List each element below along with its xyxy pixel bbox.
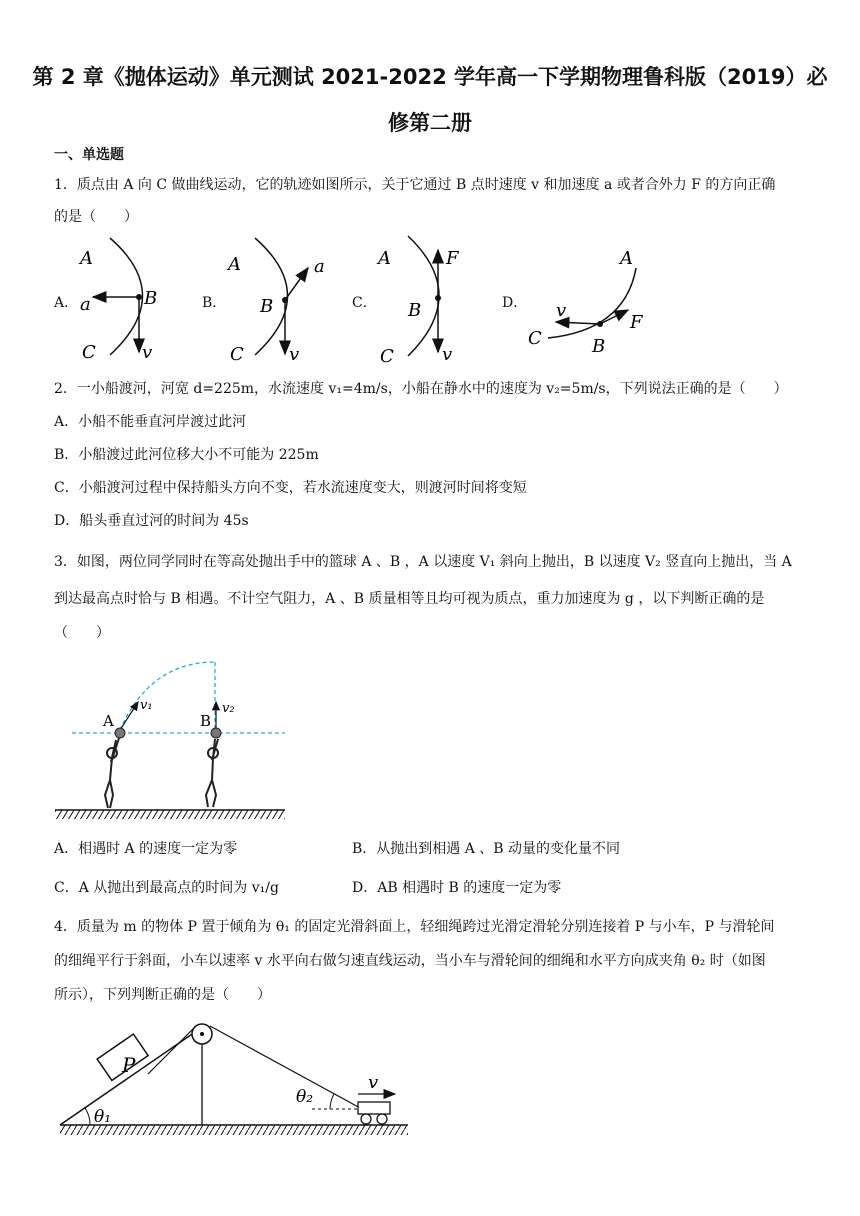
- q1d-label-c: C: [528, 328, 542, 349]
- q3-label-a: A: [103, 712, 114, 730]
- q3-option-c: C．A 从抛出到最高点的时间为 v₁/g: [54, 880, 279, 896]
- q1b-label-c: C: [230, 344, 244, 365]
- q1a-label-a-vector: a: [80, 294, 91, 315]
- q1a-label-v: v: [142, 342, 153, 363]
- q1-figure-c: [376, 236, 460, 367]
- q3-stem-line1: 3．如图，两位同学同时在等高处抛出手中的篮球 A 、B ，A 以速度 V₁ 斜向上抛出，B 以速度 V₂ 竖直向上抛出，当 A: [54, 554, 792, 570]
- q4-figure: [50, 1010, 420, 1145]
- q1c-label-b: B: [408, 300, 422, 321]
- q4-stem-line1: 4．质量为 m 的物体 P 置于倾角为 θ₁ 的固定光滑斜面上，轻细绳跨过光滑定滑轮分别连接着 P 与小车，P 与滑轮间: [54, 919, 775, 935]
- q1b-label-a: A: [228, 254, 241, 275]
- q3-stem-line2: 到达最高点时恰与 B 相遇。不计空气阻力，A 、B 质量相等且均可视为质点，重力加速度为 g ，以下判断正确的是: [54, 591, 765, 607]
- q2-option-a: A．小船不能垂直河岸渡过此河: [54, 414, 247, 430]
- q1b-label-v: v: [289, 344, 300, 365]
- q4-label-theta2: θ₂: [296, 1087, 314, 1107]
- q4-label-theta1: θ₁: [94, 1107, 112, 1127]
- q1a-label-c: C: [82, 342, 96, 363]
- q3-label-v2: v₂: [222, 701, 235, 716]
- q1c-label-f: F: [446, 248, 459, 269]
- q2-option-c: C．小船渡河过程中保持船头方向不变，若水流速度变大，则渡河时间将变短: [54, 480, 527, 496]
- q3-label-b: B: [200, 712, 212, 730]
- q1-stem-line1: 1．质点由 A 向 C 做曲线运动，它的轨迹如图所示，关于它通过 B 点时速度 v 和加速度 a 或者合外力 F 的方向正确: [54, 177, 776, 193]
- q1c-label-a: A: [378, 248, 391, 269]
- q1d-label-f: F: [630, 312, 643, 333]
- person-b-figure: [206, 739, 218, 807]
- q3-label-v1: v₁: [140, 698, 153, 713]
- q1-figures: [0, 230, 860, 370]
- q1-figure-d: [528, 248, 644, 357]
- q3-stem-line3: （ ）: [54, 625, 110, 641]
- q1a-label-a: A: [80, 248, 93, 269]
- q4-label-v: v: [368, 1072, 379, 1093]
- q3-option-b: B．从抛出到相遇 A 、B 动量的变化量不同: [352, 841, 621, 857]
- q1a-label-b: B: [144, 288, 158, 309]
- q2-option-d: D．船头垂直过河的时间为 45s: [54, 513, 249, 529]
- person-a-figure: [105, 738, 119, 808]
- q2-stem: 2．一小船渡河，河宽 d=225m，水流速度 v₁=4m/s，小船在静水中的速度为 v₂=5m/s，下列说法正确的是（ ）: [54, 381, 788, 397]
- q1-option-a-label: A．: [54, 295, 79, 311]
- q4-stem-line2: 的细绳平行于斜面，小车以速率 v 水平向右做匀速直线运动，当小车与滑轮间的细绳和水平方向成夹角 θ₂ 时（如图: [54, 953, 766, 969]
- q1c-label-c: C: [380, 346, 394, 367]
- q1-stem-line2: 的是（ ）: [54, 209, 138, 225]
- q1-option-c-label: C．: [352, 295, 377, 311]
- q1-figure-b: [226, 238, 325, 365]
- page-title-line2: 修第二册: [388, 111, 472, 135]
- q4-label-p: P: [122, 1053, 136, 1077]
- q3-option-d: D．AB 相遇时 B 的速度一定为零: [352, 880, 562, 896]
- q1c-label-v: v: [442, 344, 453, 365]
- q1d-label-a: A: [620, 248, 633, 269]
- q1-figure-a: [78, 238, 157, 363]
- q1-option-b-label: B．: [202, 295, 227, 311]
- q3-figure: [50, 650, 290, 825]
- q4-stem-line3: 所示），下列判断正确的是（ ）: [54, 987, 271, 1003]
- q1b-label-b: B: [260, 296, 274, 317]
- q2-option-b: B．小船渡过此河位移大小不可能为 225m: [54, 447, 319, 463]
- q1d-label-b: B: [592, 336, 606, 357]
- cart: [358, 1102, 390, 1124]
- q1d-label-v: v: [556, 300, 567, 321]
- page-title-line1: 第 2 章《抛体运动》单元测试 2021-2022 学年高一下学期物理鲁科版（2019）必: [32, 65, 828, 89]
- section-heading: 一、单选题: [54, 147, 124, 163]
- q1b-label-a-vector: a: [314, 256, 325, 277]
- q1-option-d-label: D．: [502, 295, 528, 311]
- q3-option-a: A．相遇时 A 的速度一定为零: [54, 841, 238, 857]
